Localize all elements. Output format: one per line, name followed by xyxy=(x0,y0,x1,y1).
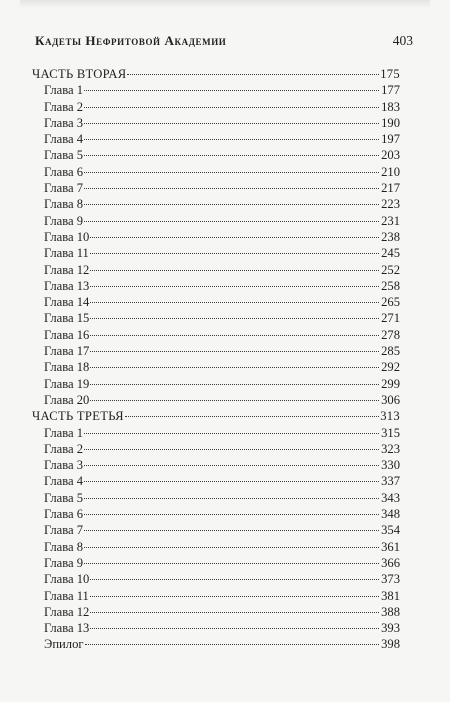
toc-chapter-entry xyxy=(32,180,400,196)
toc-entry-page: 381 xyxy=(381,588,400,603)
dot-leader xyxy=(84,433,379,434)
toc-entry-page: 175 xyxy=(380,67,400,81)
toc-chapter-entry xyxy=(32,604,400,620)
toc-entry-label: ЧАСТЬ ТРЕТЬЯ xyxy=(32,409,124,424)
toc-chapter-entry xyxy=(32,327,400,343)
toc-entry-page: 245 xyxy=(381,246,400,261)
dot-leader xyxy=(90,335,379,336)
toc-entry-page: 210 xyxy=(381,164,400,179)
toc-entry-page: 323 xyxy=(381,441,400,456)
toc-entry-page: 258 xyxy=(381,278,400,293)
toc-entry-label: Глава 19 xyxy=(44,376,90,391)
toc-entry-page: 252 xyxy=(381,262,400,277)
toc-entry-label: Глава 12 xyxy=(44,262,90,277)
dot-leader xyxy=(90,579,379,580)
toc-entry-page: 231 xyxy=(381,213,400,228)
toc-entry-page: 354 xyxy=(381,523,400,538)
toc-entry-page: 330 xyxy=(381,458,400,473)
dot-leader xyxy=(84,547,379,548)
toc-chapter-entry xyxy=(32,147,400,163)
toc-chapter-entry xyxy=(32,490,400,506)
toc-entry-label: Глава 7 xyxy=(44,181,84,196)
toc-entry-label: Глава 4 xyxy=(44,474,84,489)
toc-entry-page: 398 xyxy=(381,637,400,652)
toc-entry-label: Глава 2 xyxy=(44,99,84,114)
toc-chapter-entry xyxy=(32,457,400,473)
toc-entry-page: 343 xyxy=(381,490,400,505)
dot-leader xyxy=(84,465,379,466)
toc-entry-page: 373 xyxy=(381,572,400,587)
dot-leader xyxy=(90,237,379,238)
toc-chapter-entry xyxy=(32,262,400,278)
toc-entry-page: 393 xyxy=(381,621,400,636)
toc-entry-label: Глава 7 xyxy=(44,523,84,538)
dot-leader xyxy=(90,253,379,254)
dot-leader xyxy=(84,221,379,222)
toc-chapter-entry xyxy=(32,196,400,212)
toc-entry-label: Глава 18 xyxy=(44,360,90,375)
toc-chapter-entry xyxy=(32,164,400,180)
dot-leader xyxy=(125,416,379,417)
dot-leader xyxy=(84,498,379,499)
dot-leader xyxy=(90,367,379,368)
dot-leader xyxy=(85,644,379,645)
toc-chapter-entry xyxy=(32,294,400,310)
toc-entry-page: 366 xyxy=(381,555,400,570)
toc-chapter-entry xyxy=(32,522,400,538)
toc-entry-page: 348 xyxy=(381,507,400,522)
toc-entry-page: 313 xyxy=(380,409,400,424)
toc-entry-page: 361 xyxy=(381,539,400,554)
dot-leader xyxy=(84,155,379,156)
toc-entry-label: Глава 4 xyxy=(44,132,84,147)
toc-entry-label: Глава 8 xyxy=(44,197,84,212)
dot-leader xyxy=(84,204,379,205)
toc-entry-label: Глава 13 xyxy=(44,621,90,636)
toc-entry-label: Глава 1 xyxy=(44,83,84,98)
toc-entry-label: ЧАСТЬ ВТОРАЯ xyxy=(32,67,127,81)
toc-entry-label: Глава 10 xyxy=(44,572,90,587)
toc-entry-page: 388 xyxy=(381,604,400,619)
dot-leader xyxy=(90,400,379,401)
dot-leader xyxy=(90,302,379,303)
dot-leader xyxy=(90,351,379,352)
dot-leader xyxy=(90,596,379,597)
toc-entry-label: Глава 14 xyxy=(44,295,90,310)
toc-entry-page: 285 xyxy=(381,344,400,359)
toc-chapter-entry xyxy=(32,359,400,375)
dot-leader xyxy=(84,188,379,189)
toc-entry-label: Глава 11 xyxy=(44,588,89,603)
toc-chapter-entry xyxy=(32,392,400,408)
dot-leader xyxy=(84,481,379,482)
dot-leader xyxy=(84,90,379,91)
dot-leader xyxy=(84,107,379,108)
toc-entry-label: Глава 13 xyxy=(44,278,90,293)
dot-leader xyxy=(84,139,379,140)
toc-entry-label: Глава 20 xyxy=(44,392,90,407)
page-edge-shadow xyxy=(20,0,430,8)
toc-part-entry xyxy=(32,66,400,82)
toc-entry-label: Глава 12 xyxy=(44,604,90,619)
toc-entry-label: Глава 5 xyxy=(44,148,84,163)
toc-chapter-entry xyxy=(32,376,400,392)
toc-entry-label: Эпилог xyxy=(44,637,84,652)
toc-entry-label: Глава 9 xyxy=(44,555,84,570)
toc-chapter-entry xyxy=(32,229,400,245)
toc-entry-label: Глава 3 xyxy=(44,458,84,473)
dot-leader xyxy=(90,270,379,271)
toc-chapter-entry xyxy=(32,571,400,587)
toc-entry-page: 315 xyxy=(381,425,400,440)
toc-chapter-entry xyxy=(32,636,400,652)
toc-chapter-entry xyxy=(32,115,400,131)
toc-chapter-entry xyxy=(32,441,400,457)
book-title: Кадеты Нефритовой Академии xyxy=(35,33,227,48)
dot-leader xyxy=(84,123,379,124)
toc-entry-label: Глава 2 xyxy=(44,441,84,456)
dot-leader xyxy=(84,172,379,173)
toc-entry-label: Глава 17 xyxy=(44,344,90,359)
page-number: 403 xyxy=(392,33,413,48)
toc-entry-page: 183 xyxy=(381,99,400,114)
toc-entry-label: Глава 3 xyxy=(44,115,84,130)
toc-entry-page: 265 xyxy=(381,295,400,310)
toc-chapter-entry xyxy=(32,310,400,326)
toc-entry-label: Глава 6 xyxy=(44,507,84,522)
toc-chapter-entry xyxy=(32,82,400,98)
toc-part-entry xyxy=(32,408,400,424)
dot-leader xyxy=(127,74,379,75)
dot-leader xyxy=(90,628,379,629)
dot-leader xyxy=(90,286,379,287)
toc-entry-label: Глава 6 xyxy=(44,164,84,179)
toc-chapter-entry xyxy=(32,620,400,636)
toc-entry-label: Глава 15 xyxy=(44,311,90,326)
toc-chapter-entry xyxy=(32,425,400,441)
toc-entry-label: Глава 10 xyxy=(44,229,90,244)
toc-chapter-entry xyxy=(32,213,400,229)
running-head xyxy=(35,33,413,49)
toc-entry-page: 190 xyxy=(381,115,400,130)
toc-entry-label: Глава 8 xyxy=(44,539,84,554)
toc-entry-page: 238 xyxy=(381,229,400,244)
dot-leader xyxy=(84,530,379,531)
toc-entry-page: 223 xyxy=(381,197,400,212)
table-of-contents xyxy=(32,66,400,653)
toc-chapter-entry xyxy=(32,555,400,571)
dot-leader xyxy=(90,384,379,385)
toc-chapter-entry xyxy=(32,473,400,489)
dot-leader xyxy=(84,449,379,450)
dot-leader xyxy=(84,514,379,515)
toc-entry-page: 299 xyxy=(381,376,400,391)
toc-chapter-entry xyxy=(32,506,400,522)
toc-entry-label: Глава 9 xyxy=(44,213,84,228)
dot-leader xyxy=(90,318,379,319)
toc-chapter-entry xyxy=(32,539,400,555)
toc-entry-page: 203 xyxy=(381,148,400,163)
toc-entry-label: Глава 1 xyxy=(44,425,84,440)
toc-entry-page: 217 xyxy=(381,181,400,196)
dot-leader xyxy=(84,563,379,564)
toc-chapter-entry xyxy=(32,278,400,294)
toc-entry-label: Глава 16 xyxy=(44,327,90,342)
dot-leader xyxy=(90,612,379,613)
toc-entry-page: 197 xyxy=(381,132,400,147)
toc-entry-page: 292 xyxy=(381,360,400,375)
toc-chapter-entry xyxy=(32,245,400,261)
toc-chapter-entry xyxy=(32,588,400,604)
toc-entry-label: Глава 5 xyxy=(44,490,84,505)
toc-entry-page: 177 xyxy=(381,83,400,98)
toc-entry-page: 278 xyxy=(381,327,400,342)
toc-entry-label: Глава 11 xyxy=(44,246,89,261)
toc-entry-page: 271 xyxy=(381,311,400,326)
toc-chapter-entry xyxy=(32,99,400,115)
toc-entry-page: 306 xyxy=(381,392,400,407)
toc-entry-page: 337 xyxy=(381,474,400,489)
toc-chapter-entry xyxy=(32,131,400,147)
toc-chapter-entry xyxy=(32,343,400,359)
